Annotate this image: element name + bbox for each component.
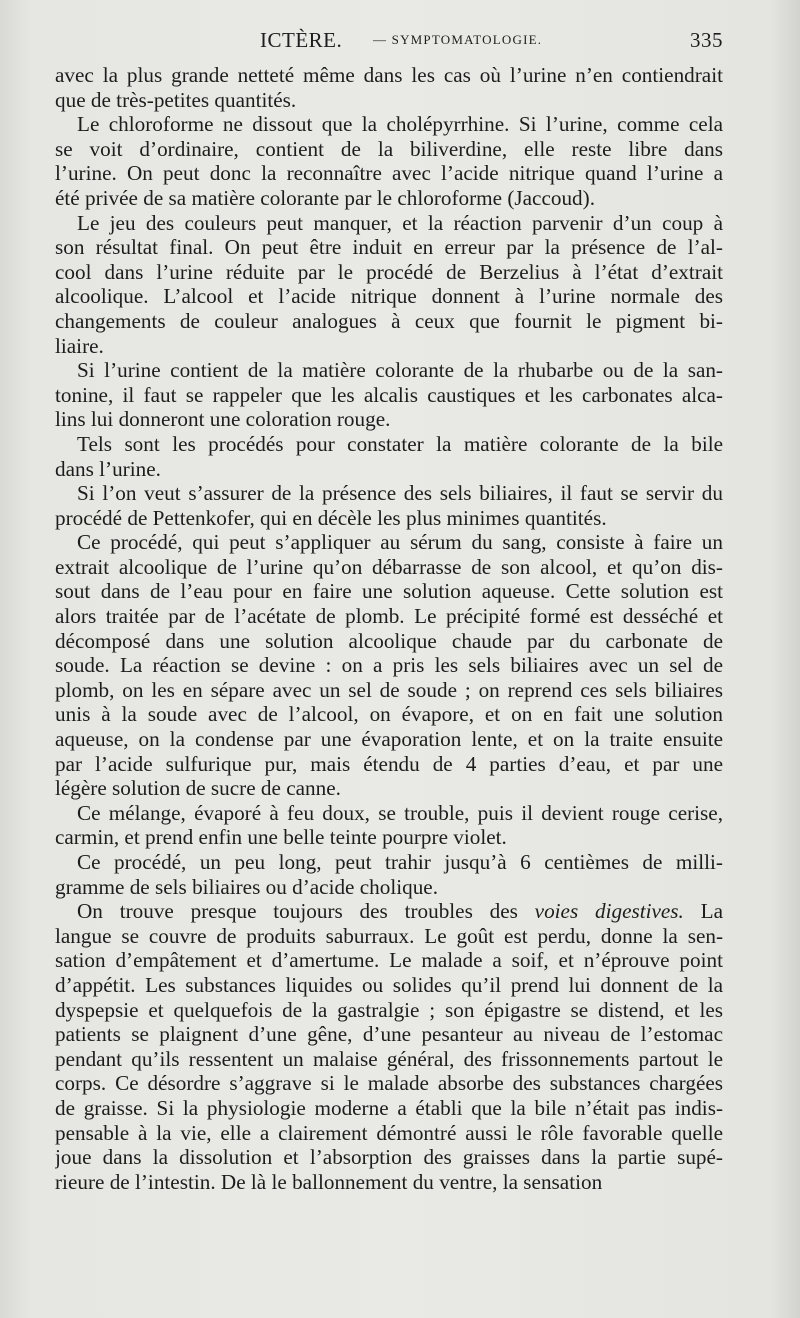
- paragraph: [55, 850, 723, 899]
- text-line: pensable à la vie, elle a clairement démontré aussi le rôle favorable quelle: [55, 1120, 723, 1145]
- text-line: avec la plus grande netteté même dans les cas où l’urine n’en contiendrait: [55, 63, 723, 87]
- running-header: [55, 28, 723, 56]
- text-line: alors traitée par de l’acétate de plomb. Le précipité formé est desséché et: [55, 604, 723, 629]
- text-line: que de très-petites quantités.: [55, 87, 297, 112]
- text-line: liaire.: [55, 333, 104, 358]
- text-line: gramme de sels biliaires ou d’acide cholique.: [55, 874, 439, 899]
- text-line: légère solution de sucre de canne.: [55, 776, 341, 801]
- text-line: dyspepsie et quelquefois de la gastralgie ; son épigastre se distend, et les: [55, 997, 723, 1022]
- emphasis: voies digestives.: [534, 899, 684, 924]
- text-line: [55, 899, 723, 924]
- body-text: [55, 63, 723, 1194]
- text-line: décomposé dans une solution alcoolique chaude par du carbonate de: [55, 628, 723, 653]
- paragraph: [55, 358, 723, 432]
- text-line: joue dans la dissolution et l’absorption des graisses dans la partie supé-: [55, 1145, 723, 1170]
- text-line: d’appétit. Les substances liquides ou solides qu’il prend lui donnent de la: [55, 972, 723, 997]
- paragraph: [55, 899, 723, 1194]
- text-line: pendant qu’ils ressentent un malaise général, des frissonnements partout le: [55, 1046, 723, 1071]
- text-line: langue se couvre de produits saburraux. Le goût est perdu, donne la sen-: [55, 923, 723, 948]
- text-line: rieure de l’intestin. De là le ballonnement du ventre, la sensation: [55, 1169, 603, 1194]
- text-line: sation d’empâtement et d’amertume. Le malade a soif, et n’éprouve point: [55, 948, 723, 973]
- paragraph: [55, 801, 723, 850]
- paragraph: [55, 211, 723, 359]
- header-section: — SYMPTOMATOLOGIE.: [373, 32, 543, 47]
- text-line: Ce procédé, qui peut s’appliquer au sérum du sang, consiste à faire un: [77, 530, 723, 555]
- text-line: Ce mélange, évaporé à feu doux, se trouble, puis il devient rouge cerise,: [77, 800, 723, 825]
- text-line: dans l’urine.: [55, 456, 161, 481]
- text-line: soude. La réaction se devine : on a pris les sels biliaires avec un sel de: [55, 653, 723, 678]
- paragraph: [55, 112, 723, 210]
- text-line: unis à la soude avec de l’alcool, on évapore, et on en fait une solution: [55, 702, 723, 727]
- text-line: extrait alcoolique de l’urine qu’on débarrasse de son alcool, et qu’on dis-: [55, 554, 723, 579]
- text-line: Le chloroforme ne dissout que la cholépyrrhine. Si l’urine, comme cela: [77, 112, 723, 137]
- text-line: par l’acide sulfurique pur, mais étendu de 4 parties d’eau, et par une: [55, 751, 723, 776]
- page-number: 335: [690, 28, 723, 52]
- text-line: se voit d’ordinaire, contient de la biliverdine, elle reste libre dans: [55, 136, 723, 161]
- text-line: plomb, on les en sépare avec un sel de soude ; on reprend ces sels biliaires: [55, 677, 723, 702]
- text-line: tonine, il faut se rappeler que les alcalis caustiques et les carbonates alca-: [55, 382, 723, 407]
- text-span: La: [683, 899, 723, 924]
- paragraph: [55, 63, 723, 112]
- paragraph: [55, 481, 723, 530]
- header-title: ICTÈRE.: [260, 28, 343, 52]
- text-line: patients se plaignent d’une gêne, d’une pesanteur au niveau de l’estomac: [55, 1022, 723, 1047]
- text-line: cool dans l’urine réduite par le procédé de Berzelius à l’état d’extrait: [55, 259, 723, 284]
- text-line: aqueuse, on la condense par une évaporation lente, et on la traite ensuite: [55, 727, 723, 752]
- text-line: Le jeu des couleurs peut manquer, et la réaction parvenir d’un coup à: [77, 210, 723, 235]
- text-line: corps. Ce désordre s’aggrave si le malade absorbe des substances chargées: [55, 1071, 723, 1096]
- text-line: son résultat final. On peut être induit en erreur par la présence de l’al-: [55, 235, 723, 260]
- text-line: l’urine. On peut donc la reconnaître avec l’acide nitrique quand l’urine a: [55, 161, 723, 186]
- text-line: Tels sont les procédés pour constater la matière colorante de la bile: [77, 431, 723, 456]
- text-line: de graisse. Si la physiologie moderne a établi que la bile n’était pas indis-: [55, 1095, 723, 1120]
- text-span: On trouve presque toujours des troubles des: [77, 899, 535, 924]
- text-line: été privée de sa matière colorante par le chloroforme (Jaccoud).: [55, 185, 596, 210]
- text-line: lins lui donneront une coloration rouge.: [55, 407, 391, 432]
- text-line: carmin, et prend enfin une belle teinte pourpre violet.: [55, 825, 507, 850]
- paragraph: [55, 432, 723, 481]
- text-line: procédé de Pettenkofer, qui en décèle les plus minimes quantités.: [55, 505, 607, 530]
- text-line: Si l’on veut s’assurer de la présence des sels biliaires, il faut se servir du: [77, 481, 723, 506]
- text-line: changements de couleur analogues à ceux que fournit le pigment bi-: [55, 308, 723, 333]
- text-line: sout dans de l’eau pour en faire une solution aqueuse. Cette solution est: [55, 579, 723, 604]
- text-line: Si l’urine contient de la matière colorante de la rhubarbe ou de la san-: [77, 358, 723, 383]
- text-line: Ce procédé, un peu long, peut trahir jusqu’à 6 centièmes de milli-: [77, 850, 723, 874]
- paragraph: [55, 530, 723, 801]
- text-line: alcoolique. L’alcool et l’acide nitrique donnent à l’urine normale des: [55, 284, 723, 309]
